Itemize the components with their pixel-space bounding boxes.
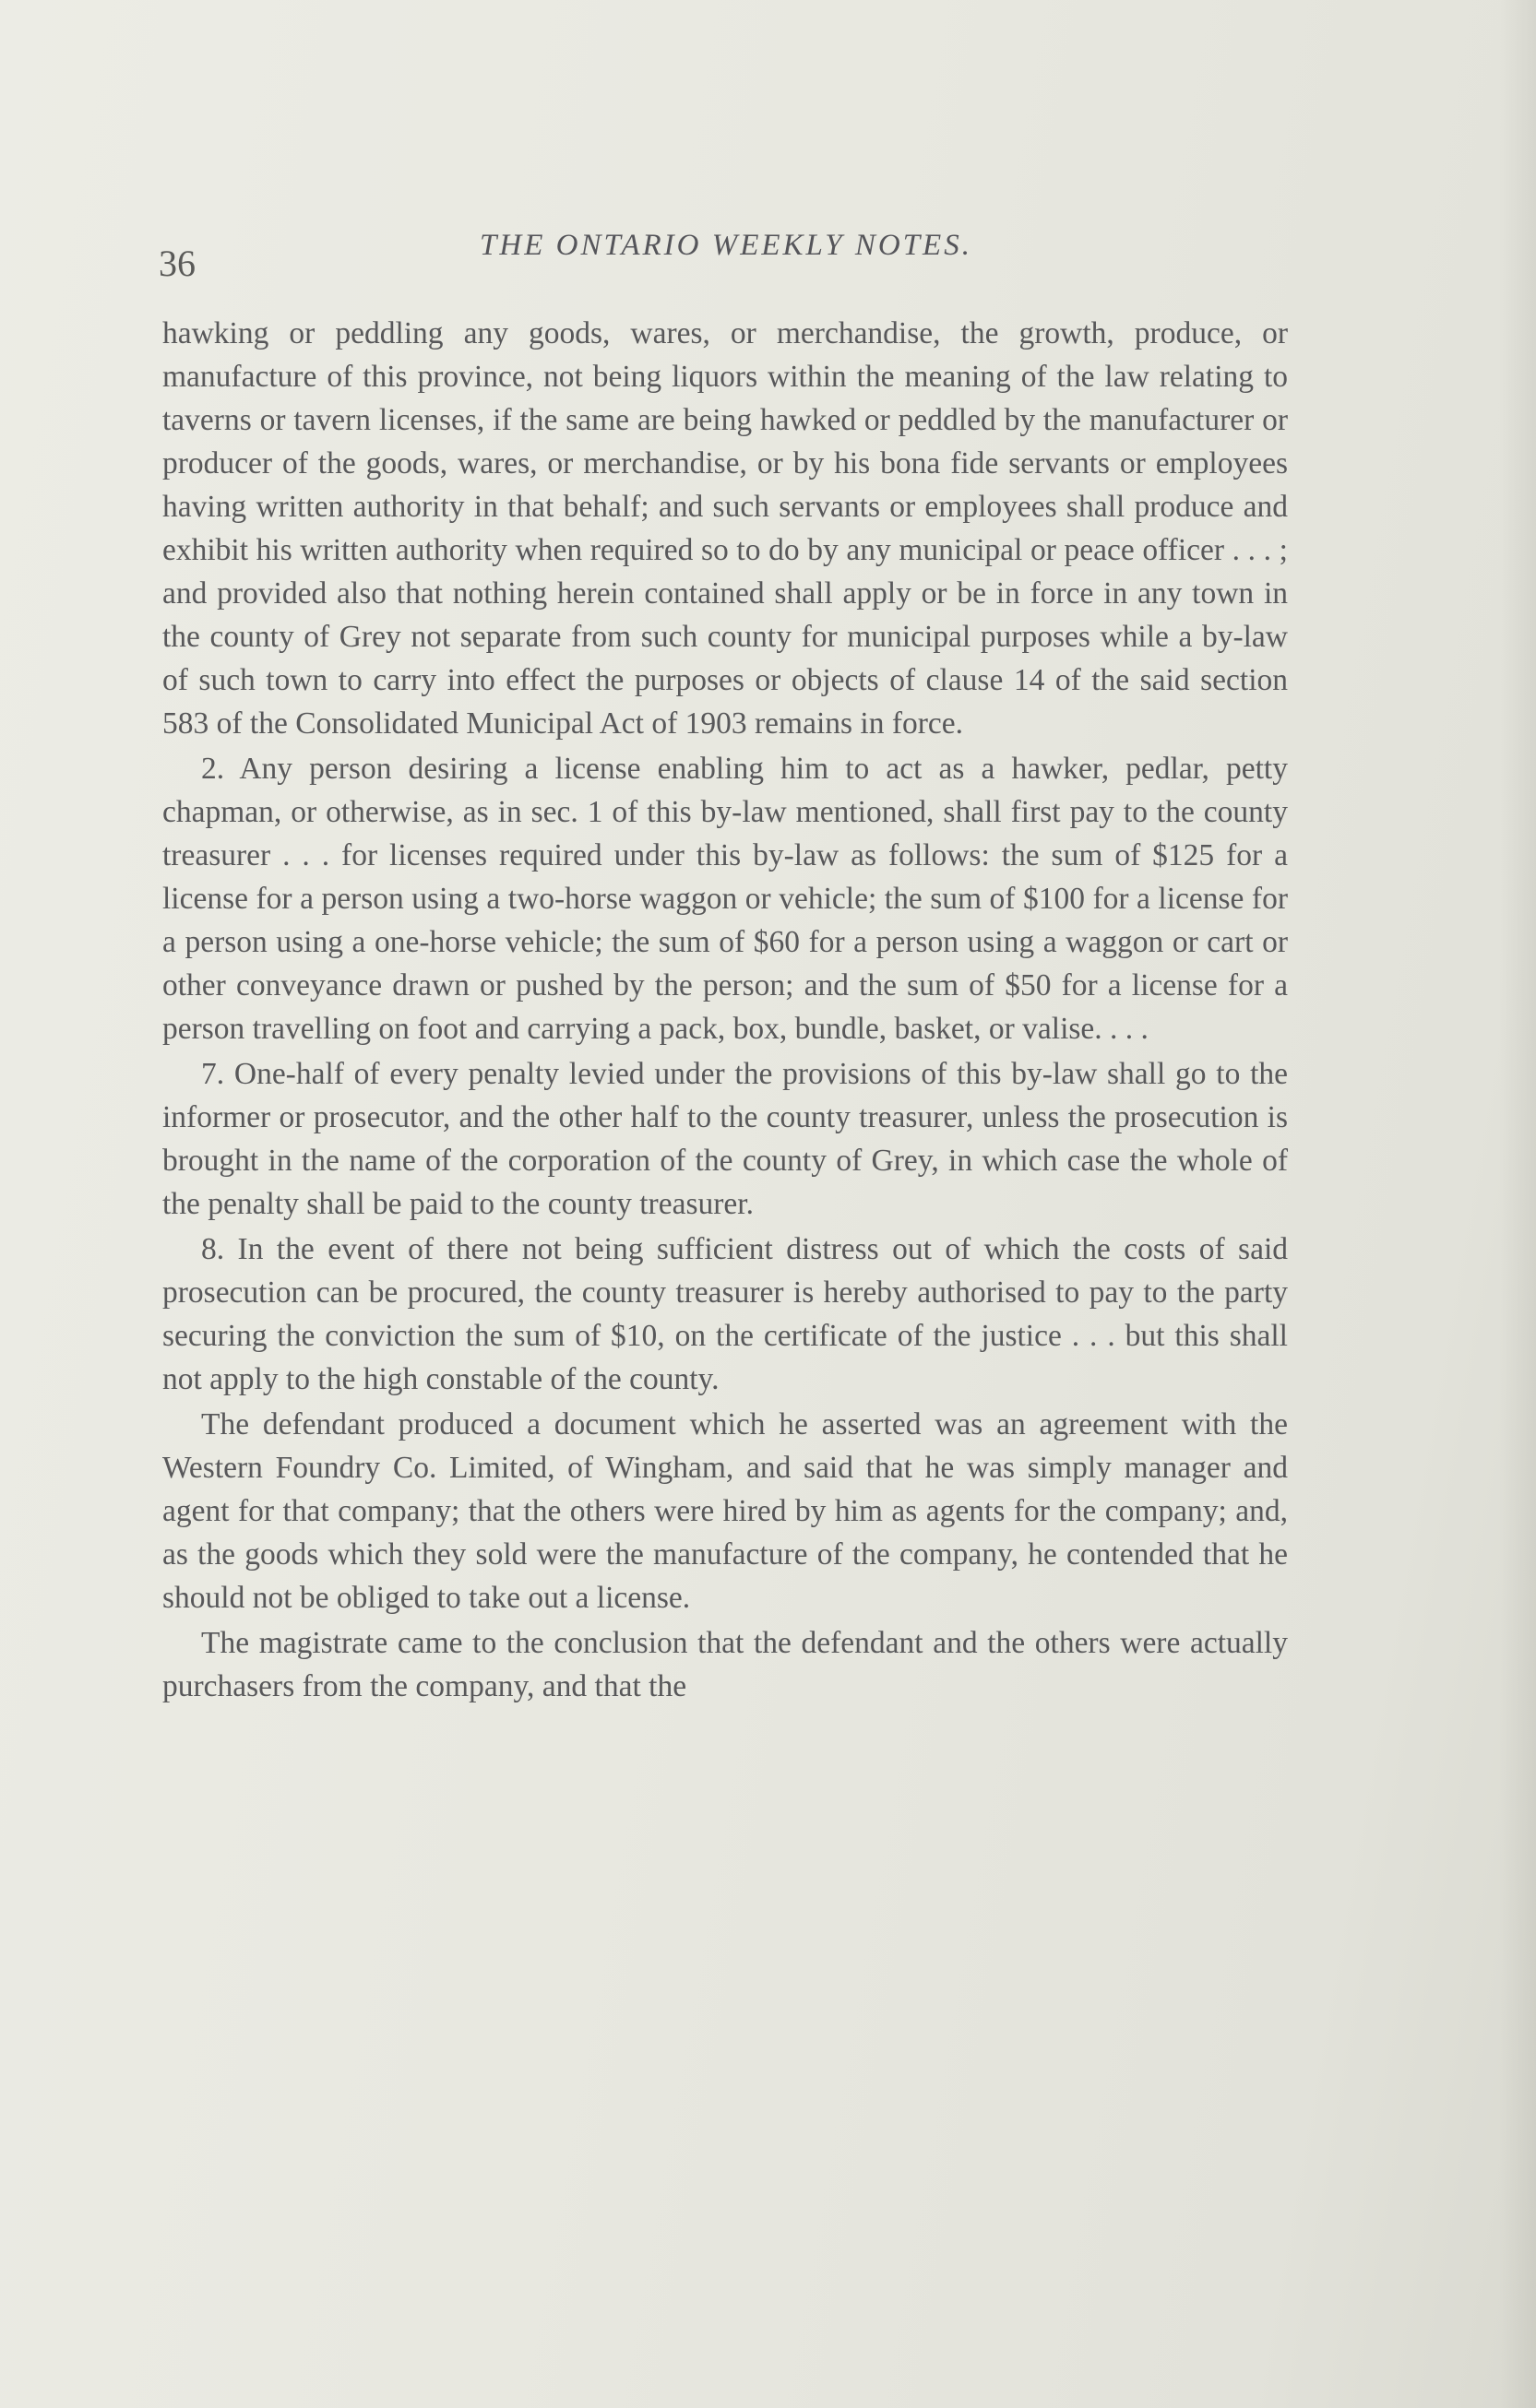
page-header (159, 229, 1293, 284)
page-edge-shadow (1499, 0, 1536, 2408)
paragraph-defendant: The defendant produced a document which he asserted was an agreement with the Western Foundry Co. Limited, of Wingham, and said that he was simply manager and agent for that company; that the others were hired by him as agents for the company; and, as the goods which they sold were the manufacture of the company, he contended that he should not be obliged to take out a license. (162, 1407, 1288, 1615)
paragraph-continuation: hawking or peddling any goods, wares, or merchandise, the growth, produce, or manufacture of this province, not being liquors within the meaning of the law relating to taverns or tavern licenses, if the same are being hawked or peddled by the manufacturer or producer of the goods, wares, or merchandise, or by his bona fide servants or employees having written authority in that behalf; and such servants or employees shall produce and exhibit his written authority when required so to do by any municipal or peace officer . . . ; and provided also that nothing herein contained shall apply or be in force in any town in the county of Grey not separate from such county for municipal purposes while a by-law of such town to carry into effect the purposes or objects of clause 14 of the said section 583 of the Consolidated Municipal Act of 1903 remains in force. (162, 316, 1288, 741)
paragraph-magistrate: The magistrate came to the conclusion that the defendant and the others were actually purchasers from the company, and that the (162, 1626, 1288, 1703)
page-number: 36 (159, 243, 196, 284)
body-text (162, 312, 1288, 1708)
running-title: THE ONTARIO WEEKLY NOTES. (480, 229, 972, 262)
paragraph-section-2: 2. Any person desiring a license enabling him to act as a hawker, pedlar, petty chapman, or otherwise, as in sec. 1 of this by-law mentioned, shall first pay to the county treasurer . . . for licenses required under this by-law as follows: the sum of $125 for a license for a person using a two-horse waggon or vehicle; the sum of $100 for a license for a person using a one-horse vehicle; the sum of $60 for a person using a waggon or cart or other conveyance drawn or pushed by the person; and the sum of $50 for a license for a person travelling on foot and carrying a pack, box, bundle, basket, or valise. . . . (162, 752, 1288, 1046)
paragraph-section-8: 8. In the event of there not being sufficient distress out of which the costs of said prosecution can be procured, the county treasurer is hereby authorised to pay to the party securing the conviction the sum of $10, on the certificate of the justice . . . but this shall not apply to the high constable of the county. (162, 1232, 1288, 1396)
paragraph-section-7: 7. One-half of every penalty levied under the provisions of this by-law shall go to the informer or prosecutor, and the other half to the county treasurer, unless the prosecution is brought in the name of the corporation of the county of Grey, in which case the whole of the penalty shall be paid to the county treasurer. (162, 1057, 1288, 1221)
